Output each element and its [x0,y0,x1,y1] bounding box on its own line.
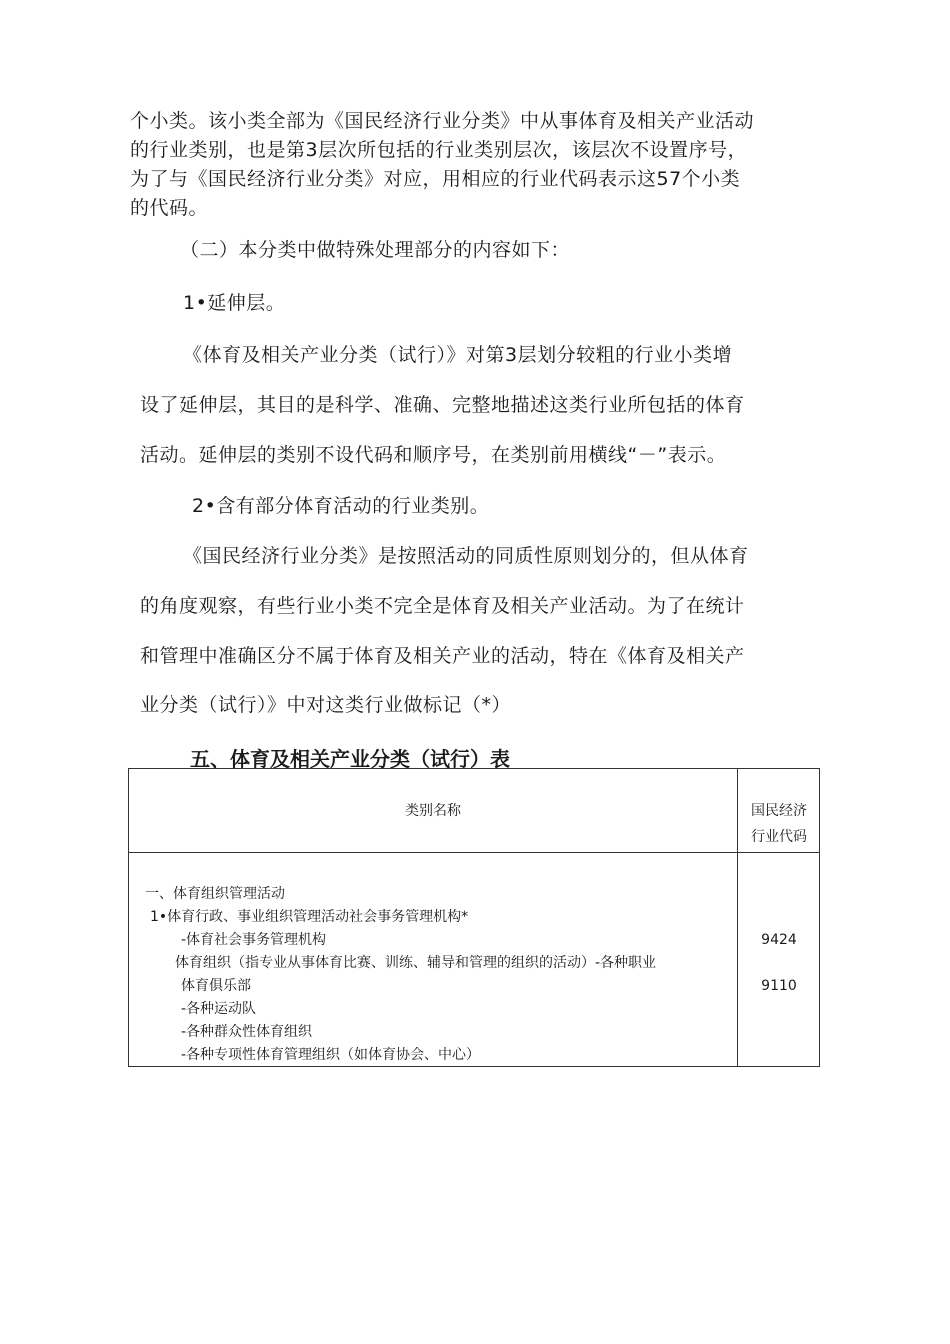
paragraph-line: 为了与《国民经济行业分类》对应，用相应的行业代码表示这57个小类 [130,168,741,190]
table-header-divider [129,852,819,853]
paragraph-line: 《体育及相关产业分类（试行）》对第3层划分较粗的行业小类增 [183,344,733,366]
table-row: 1•体育行政、事业组织管理活动社会事务管理机构* [150,909,469,925]
header-industry-code-line1: 国民经济 [751,803,807,819]
table-row: -体育社会事务管理机构 [181,932,327,948]
item-heading-2: 2•含有部分体育活动的行业类别。 [192,495,490,517]
paragraph-line: 设了延伸层，其目的是科学、准确、完整地描述这类行业所包括的体育 [140,394,745,416]
table-row: -各种运动队 [181,1001,257,1017]
paragraph-line: 和管理中准确区分不属于体育及相关产业的活动，特在《体育及相关产 [140,645,745,667]
table-row: 一、体育组织管理活动 [145,886,285,902]
section-subtitle: （二）本分类中做特殊处理部分的内容如下： [180,239,571,261]
table-row: 体育俱乐部 [181,978,251,994]
table-row: -各种专项性体育管理组织（如体育协会、中心） [181,1047,481,1063]
paragraph-line: 《国民经济行业分类》是按照活动的同质性原则划分的，但从体育 [183,545,749,567]
industry-code: 9110 [761,978,797,994]
paragraph-line: 的代码。 [130,197,209,219]
paragraph-line: 的角度观察，有些行业小类不完全是体育及相关产业活动。为了在统计 [140,595,745,617]
item-heading-1: 1•延伸层。 [183,292,286,314]
header-category-name: 类别名称 [405,803,461,819]
paragraph-line: 的行业类别，也是第3层次所包括的行业类别层次，该层次不设置序号， [130,139,748,161]
paragraph-line: 活动。延伸层的类别不设代码和顺序号，在类别前用横线“－”表示。 [140,444,727,466]
table-row: 体育组织（指专业从事体育比赛、训练、辅导和管理的组织的活动）-各种职业 [175,955,657,971]
header-industry-code-line2: 行业代码 [751,829,807,845]
table-title: 五、体育及相关产业分类（试行）表 [190,747,510,771]
industry-code: 9424 [761,932,797,948]
classification-table [128,768,820,1067]
paragraph-line: 业分类（试行）》中对这类行业做标记（*） [140,694,512,716]
table-row: -各种群众性体育组织 [181,1024,313,1040]
paragraph-line: 个小类。该小类全部为《国民经济行业分类》中从事体育及相关产业活动 [130,110,755,132]
